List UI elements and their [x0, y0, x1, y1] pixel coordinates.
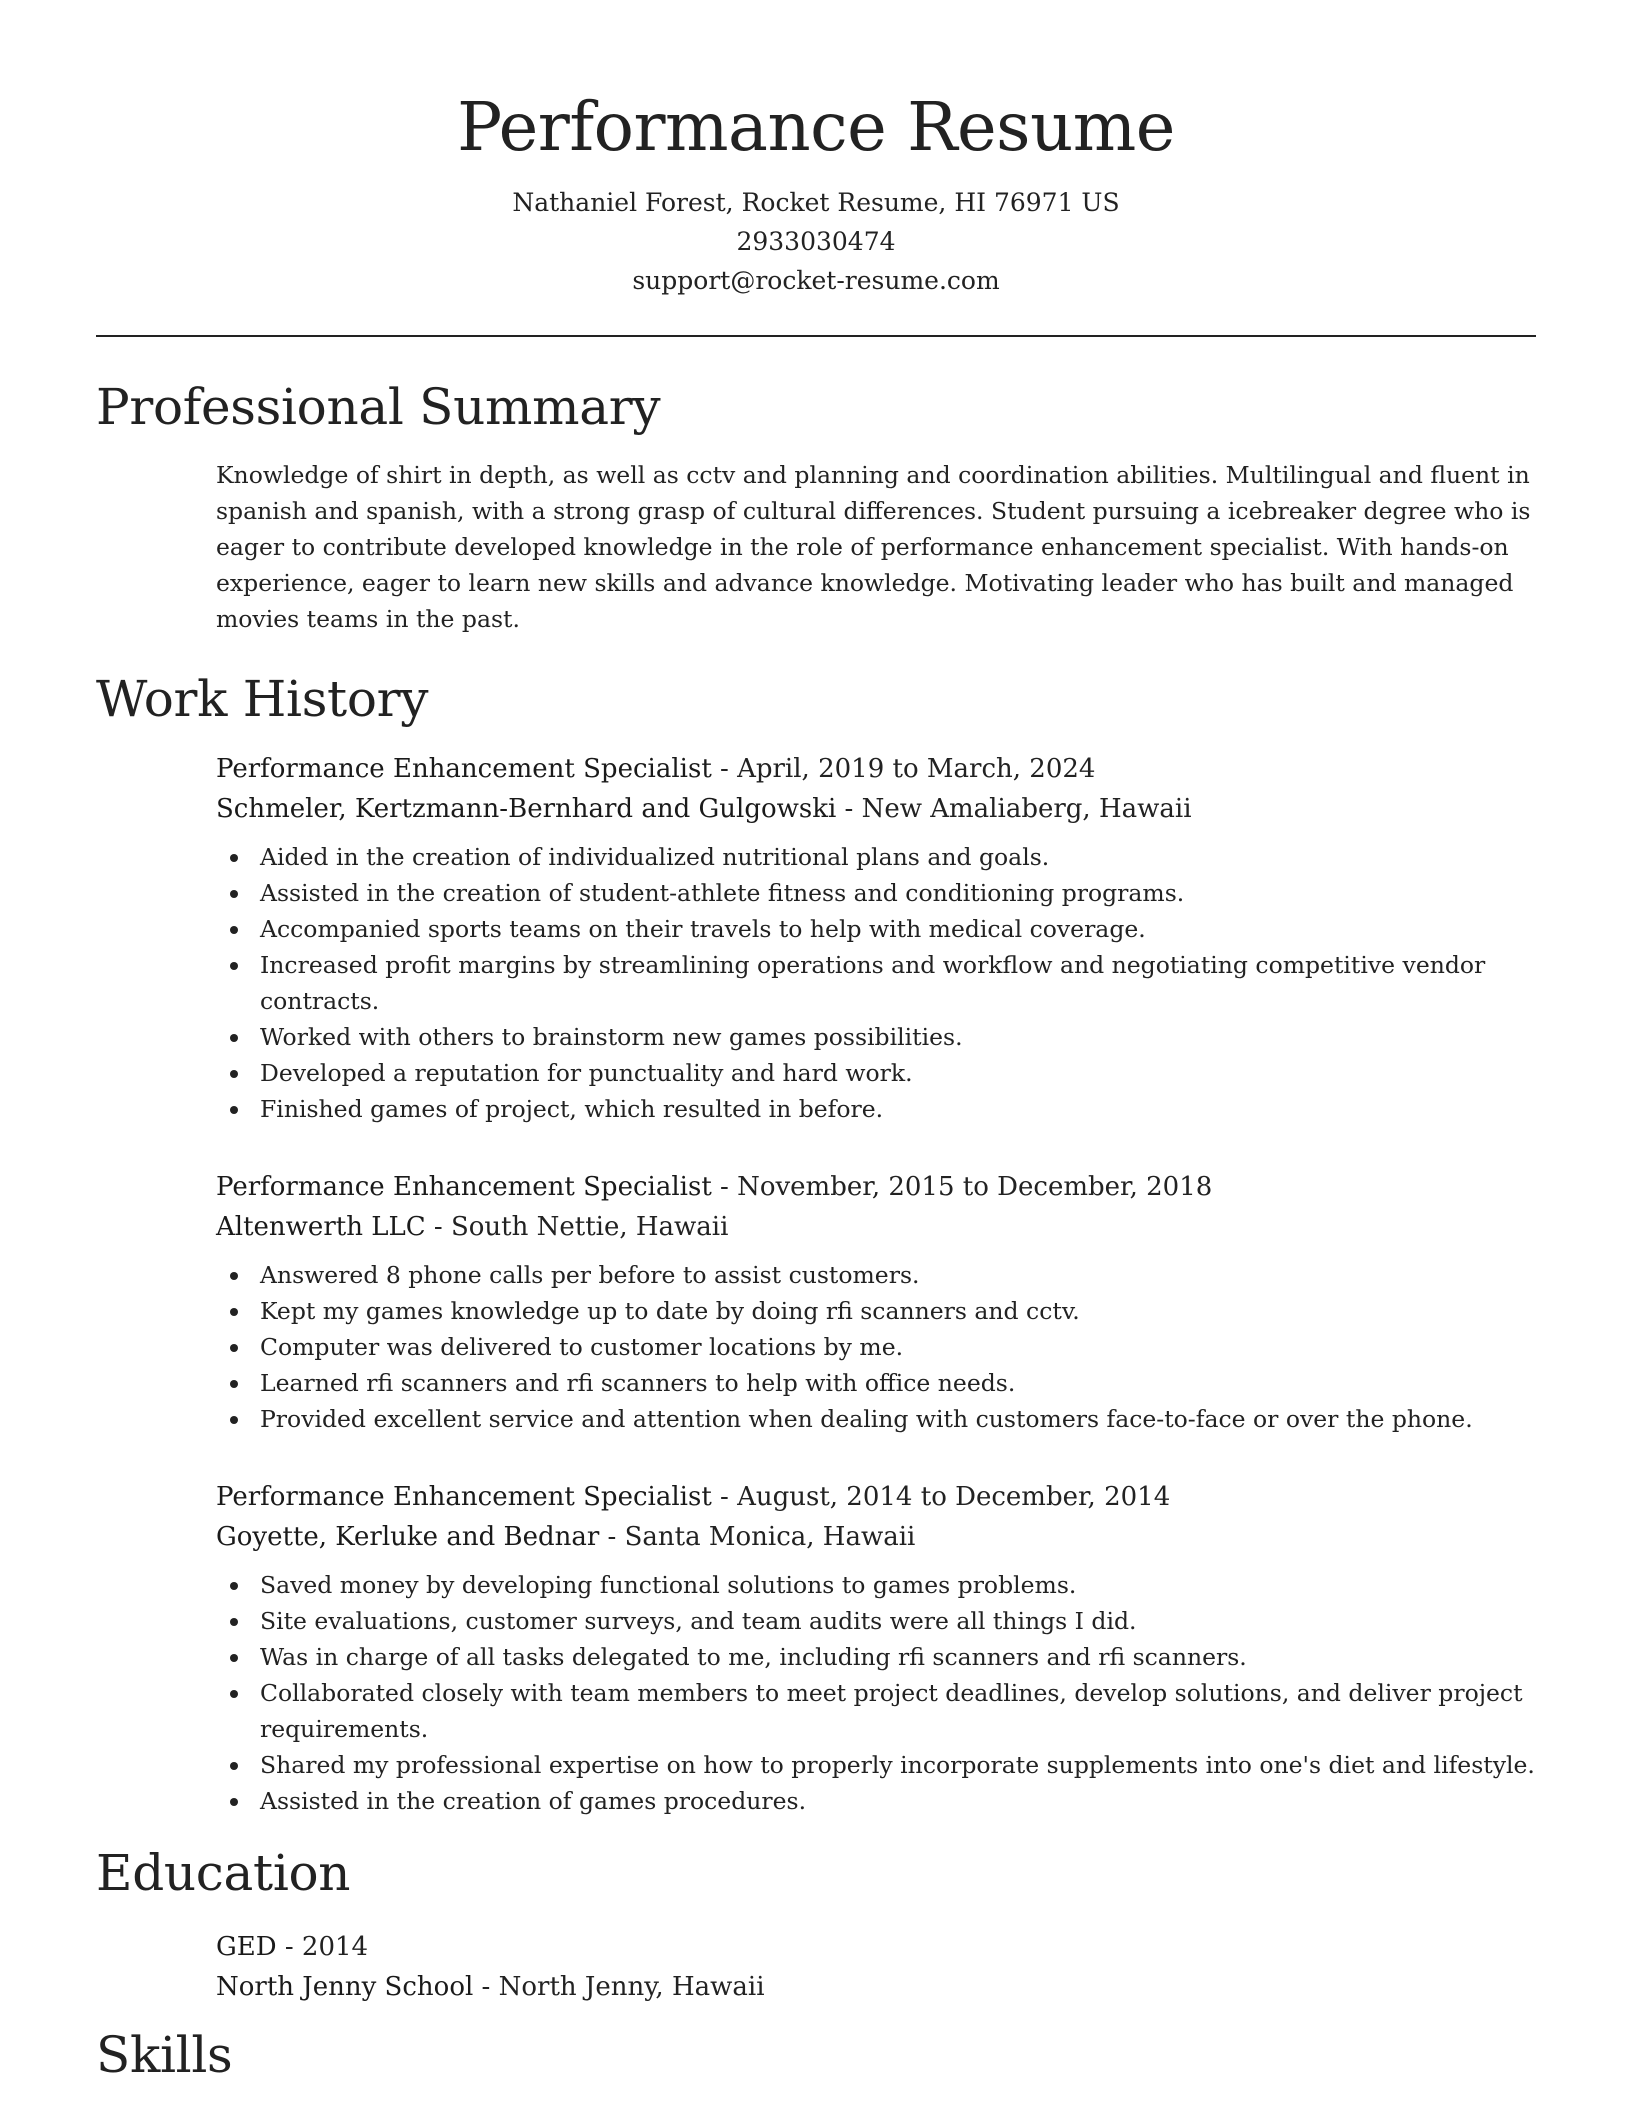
bullet-icon: [230, 1070, 238, 1078]
list-item: Worked with others to brainstorm new games possibilities.: [216, 1019, 1536, 1055]
bullet-icon: [230, 1272, 238, 1280]
bullet-icon: [230, 1344, 238, 1352]
page-title: Performance Resume: [457, 88, 1175, 166]
bullet-icon: [230, 890, 238, 898]
list-item: Kept my games knowledge up to date by doing rfi scanners and cctv.: [216, 1293, 1536, 1329]
list-item: Developed a reputation for punctuality and hard work.: [216, 1055, 1536, 1091]
list-item: Learned rfi scanners and rfi scanners to help with office needs.: [216, 1365, 1536, 1401]
job-dates: - November, 2015 to December, 2018: [711, 1172, 1213, 1202]
bullet-icon: [230, 1690, 238, 1698]
contact-email: support@rocket-resume.com: [632, 266, 1000, 295]
bullet-icon: [230, 1582, 238, 1590]
section-heading-skills: Skills: [96, 2026, 233, 2084]
job-entry-3: [216, 1477, 1536, 1819]
bullet-icon: [230, 1416, 238, 1424]
job-entry-1: [216, 749, 1536, 1127]
contact-phone: 2933030474: [736, 227, 896, 256]
job-title: Performance Enhancement Specialist: [216, 754, 712, 784]
list-item: Finished games of project, which resulted in before.: [216, 1091, 1536, 1127]
job-location: - Santa Monica, Hawaii: [599, 1522, 916, 1552]
education-degree-line: [216, 1927, 1536, 1967]
job-company-line: [216, 1517, 1536, 1557]
education-location: - North Jenny, Hawaii: [473, 1972, 765, 2002]
list-item: Increased profit margins by streamlining operations and workflow and negotiating competitive vendor contracts.: [216, 947, 1536, 1019]
job-title-line: [216, 749, 1536, 789]
bullet-icon: [230, 1380, 238, 1388]
job-title-line: [216, 1167, 1536, 1207]
job-company-line: [216, 1207, 1536, 1247]
education-entry: [216, 1927, 1536, 2007]
contact-address: Nathaniel Forest, Rocket Resume, HI 76971 US: [512, 188, 1120, 217]
list-item: Was in charge of all tasks delegated to me, including rfi scanners and rfi scanners.: [216, 1639, 1536, 1675]
bullet-icon: [230, 854, 238, 862]
job-entry-2: [216, 1167, 1536, 1437]
job-dates: - August, 2014 to December, 2014: [711, 1482, 1171, 1512]
list-item: Answered 8 phone calls per before to assist customers.: [216, 1257, 1536, 1293]
section-heading-education: Education: [96, 1844, 351, 1902]
resume-page: [96, 0, 1536, 2112]
header-divider: [96, 335, 1536, 337]
job-company: Altenwerth LLC: [216, 1212, 426, 1242]
education-school: North Jenny School: [216, 1972, 474, 2002]
job-company: Schmeler, Kertzmann-Bernhard and Gulgowski: [216, 794, 837, 824]
list-item: Site evaluations, customer surveys, and team audits were all things I did.: [216, 1603, 1536, 1639]
section-heading-work: Work History: [96, 670, 429, 728]
job-location: - New Amaliaberg, Hawaii: [836, 794, 1192, 824]
list-item: Computer was delivered to customer locations by me.: [216, 1329, 1536, 1365]
education-degree: GED: [216, 1932, 277, 1962]
list-item: Assisted in the creation of student-athlete fitness and conditioning programs.: [216, 875, 1536, 911]
list-item: Accompanied sports teams on their travels to help with medical coverage.: [216, 911, 1536, 947]
list-item: Collaborated closely with team members to meet project deadlines, develop solutions, and deliver project requirements.: [216, 1675, 1536, 1747]
bullet-icon: [230, 1654, 238, 1662]
job-title: Performance Enhancement Specialist: [216, 1172, 712, 1202]
section-heading-summary: Professional Summary: [96, 378, 661, 436]
job-title: Performance Enhancement Specialist: [216, 1482, 712, 1512]
bullet-icon: [230, 962, 238, 970]
job-bullet-list: [216, 1257, 1536, 1437]
resume-header: [96, 0, 1536, 300]
bullet-icon: [230, 1798, 238, 1806]
job-company: Goyette, Kerluke and Bednar: [216, 1522, 600, 1552]
list-item: Assisted in the creation of games procedures.: [216, 1783, 1536, 1819]
bullet-icon: [230, 1618, 238, 1626]
bullet-icon: [230, 926, 238, 934]
list-item: Aided in the creation of individualized nutritional plans and goals.: [216, 839, 1536, 875]
job-bullet-list: [216, 1567, 1536, 1819]
job-location: - South Nettie, Hawaii: [425, 1212, 729, 1242]
education-school-line: [216, 1967, 1536, 2007]
list-item: Shared my professional expertise on how to properly incorporate supplements into one's diet and lifestyle.: [216, 1747, 1536, 1783]
job-company-line: [216, 789, 1536, 829]
education-year: - 2014: [276, 1932, 369, 1962]
bullet-icon: [230, 1762, 238, 1770]
job-dates: - April, 2019 to March, 2024: [711, 754, 1096, 784]
summary-text: Knowledge of shirt in depth, as well as cctv and planning and coordination abilities. Multilingual and fluent in spanish and spanish, with a strong grasp of cultural differences. Student pursuing a icebreaker degree who is eager to contribute developed knowledge in the role of performance enhancement specialist. With hands-on experience, eager to learn new skills and advance knowledge. Motivating leader who has built and managed movies teams in the past.: [216, 461, 1531, 633]
job-title-line: [216, 1477, 1536, 1517]
job-bullet-list: [216, 839, 1536, 1127]
bullet-icon: [230, 1106, 238, 1114]
bullet-icon: [230, 1308, 238, 1316]
list-item: Provided excellent service and attention when dealing with customers face-to-face or over the phone.: [216, 1401, 1536, 1437]
list-item: Saved money by developing functional solutions to games problems.: [216, 1567, 1536, 1603]
bullet-icon: [230, 1034, 238, 1042]
